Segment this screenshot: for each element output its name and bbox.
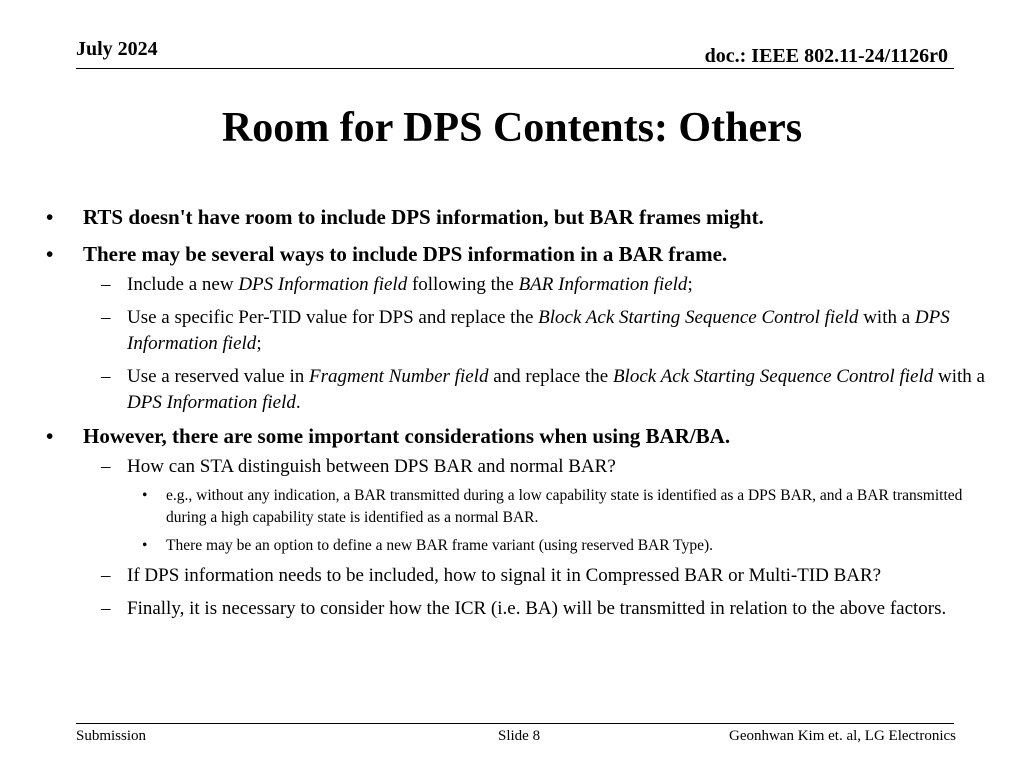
- header-date: July 2024: [76, 38, 158, 60]
- text: following the: [407, 274, 519, 295]
- italic-term: DPS Information field: [127, 307, 950, 354]
- italic-term: DPS Information field: [127, 392, 296, 413]
- dash-marker: –: [101, 366, 111, 387]
- italic-term: Block Ack Starting Sequence Control field: [538, 307, 859, 328]
- bullet-considerations: [40, 423, 990, 449]
- bullet-marker: •: [46, 205, 54, 229]
- sub-sub-bullet-variant: [40, 535, 990, 557]
- bullet-marker: •: [46, 424, 54, 448]
- bullet-text: RTS doesn't have room to include DPS information, but BAR frames might.: [83, 205, 764, 229]
- footer-slide-number: Slide 8: [498, 728, 541, 744]
- text: Use a specific Per-TID value for DPS and replace the: [127, 307, 539, 328]
- text: Finally, it is necessary to consider how the ICR (i.e. BA) will be transmitted in relation to the above factors.: [127, 598, 947, 619]
- text: ;: [687, 274, 693, 295]
- bullet-text: There may be several ways to include DPS information in a BAR frame.: [83, 242, 728, 266]
- text: and replace the: [488, 366, 613, 387]
- italic-term: Block Ack Starting Sequence Control field: [612, 366, 934, 387]
- bullet-marker: •: [142, 487, 148, 504]
- text: There may be an option to define a new BAR frame variant (using reserved BAR Type).: [166, 537, 713, 554]
- bullet-text: However, there are some important considerations when using BAR/BA.: [83, 424, 731, 448]
- sub-bullet-reserved-value: [40, 364, 990, 416]
- italic-term: Fragment Number field: [309, 366, 489, 387]
- sub-bullet-icr: [40, 596, 990, 622]
- text: e.g., without any indication, a BAR transmitted during a low capability state is identified as a DPS BAR, and a BAR transmitted during a high capability state is identified as a normal BAR.: [166, 487, 963, 526]
- bullet-rts: [40, 204, 990, 230]
- text: Use a reserved value in: [127, 366, 310, 387]
- footer-divider: [76, 723, 954, 724]
- bullet-ways: [40, 241, 990, 267]
- header-divider: [76, 68, 954, 69]
- footer-author: Geonhwan Kim et. al, LG Electronics: [728, 728, 956, 744]
- header-doc-id: doc.: IEEE 802.11-24/1126r0: [704, 45, 948, 67]
- text: How can STA distinguish between DPS BAR and normal BAR?: [127, 456, 616, 477]
- sub-bullet-distinguish: [40, 454, 990, 480]
- dash-marker: –: [101, 598, 111, 619]
- dash-marker: –: [101, 274, 111, 295]
- dash-marker: –: [101, 307, 111, 328]
- text: ;: [256, 333, 262, 354]
- sub-sub-bullet-example: [40, 485, 990, 529]
- sub-bullet-signal: [40, 563, 990, 589]
- bullet-marker: •: [142, 537, 148, 554]
- dash-marker: –: [101, 456, 111, 477]
- slide-title: Room for DPS Contents: Others: [221, 105, 803, 151]
- dash-marker: –: [101, 565, 111, 586]
- slide-content: [40, 204, 990, 629]
- text: .: [295, 392, 301, 413]
- bullet-marker: •: [46, 242, 54, 266]
- text: If DPS information needs to be included, how to signal it in Compressed BAR or Multi-TID BAR?: [127, 565, 882, 586]
- footer-submission: Submission: [76, 728, 147, 744]
- sub-bullet-new-field: [40, 272, 990, 298]
- text: with a: [858, 307, 915, 328]
- italic-term: DPS Information field: [238, 274, 408, 295]
- text: Include a new: [127, 274, 239, 295]
- text: with a: [933, 366, 985, 387]
- sub-bullet-per-tid: [40, 305, 990, 357]
- italic-term: BAR Information field: [518, 274, 688, 295]
